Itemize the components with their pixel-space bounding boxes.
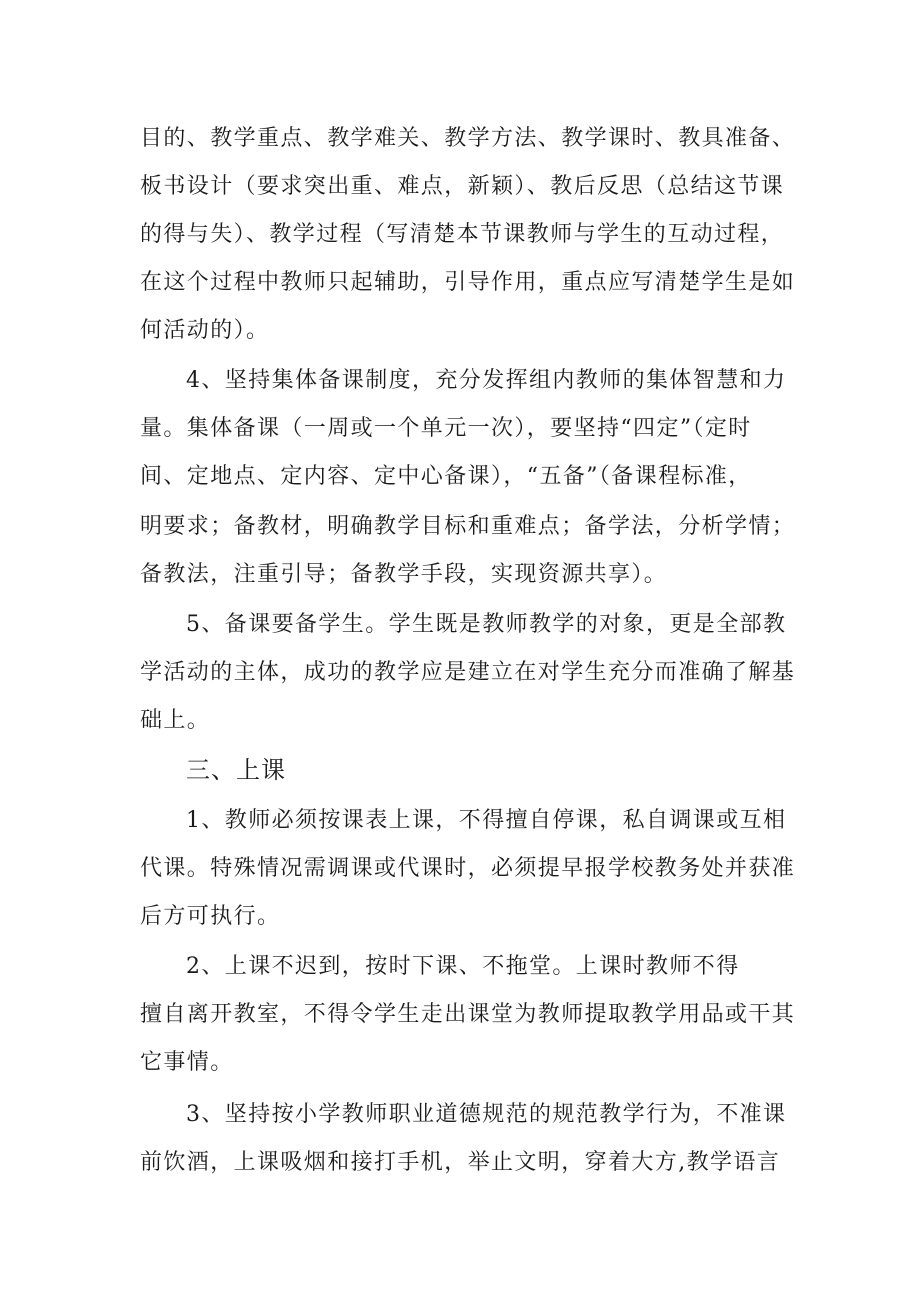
paragraph-line: 量。集体备课（一周或一个单元一次），要坚持“四定”（定时	[140, 416, 752, 441]
paragraph-line: 它事情。	[140, 1050, 234, 1075]
paragraph-line: 的得与失）、教学过程（写清楚本节课教师与学生的互动过程，	[140, 222, 785, 247]
paragraph-line: 擅自离开教室，不得令学生走出课堂为教师提取教学用品或干其	[140, 1002, 796, 1027]
paragraph-line: 明要求；备教材，明确教学目标和重难点；备学法，分析学情；	[140, 514, 796, 539]
paragraph-line: 2、上课不迟到，按时下课、不拖堂。上课时教师不得	[186, 954, 740, 979]
paragraph-line: 备教法，注重引导；备教学手段，实现资源共享）。	[140, 562, 668, 587]
paragraph-line: 础上。	[140, 708, 211, 733]
paragraph-line: 5、备课要备学生。学生既是教师教学的对象，更是全部教	[186, 612, 787, 637]
paragraph-line: 间、定地点、定内容、定中心备课），“五备”（备课程标准，	[140, 464, 752, 489]
paragraph-line: 4、坚持集体备课制度，充分发挥组内教师的集体智慧和力	[186, 368, 787, 393]
paragraph-line: 后方可执行。	[140, 904, 281, 929]
paragraph-line: 何活动的）。	[140, 318, 270, 343]
paragraph-line: 学活动的主体，成功的教学应是建立在对学生充分而准确了解基	[140, 660, 796, 685]
paragraph-line: 板书设计（要求突出重、难点，新颖）、教后反思（总结这节课	[140, 174, 785, 199]
paragraph-line: 3、坚持按小学教师职业道德规范的规范教学行为，不准课	[186, 1102, 787, 1127]
paragraph-line: 在这个过程中教师只起辅助，引导作用，重点应写清楚学生是如	[140, 270, 796, 295]
paragraph-line: 代课。特殊情况需调课或代课时，必须提早报学校教务处并获准	[140, 856, 796, 881]
paragraph-line: 1、教师必须按课表上课，不得擅自停课，私自调课或互相	[186, 808, 787, 833]
paragraph-line: 前饮酒，上课吸烟和接打手机，举止文明，穿着大方,教学语言	[140, 1150, 781, 1175]
section-heading: 三、上课	[186, 756, 286, 784]
paragraph-line: 目的、教学重点、教学难关、教学方法、教学课时、教具准备、	[140, 126, 796, 151]
